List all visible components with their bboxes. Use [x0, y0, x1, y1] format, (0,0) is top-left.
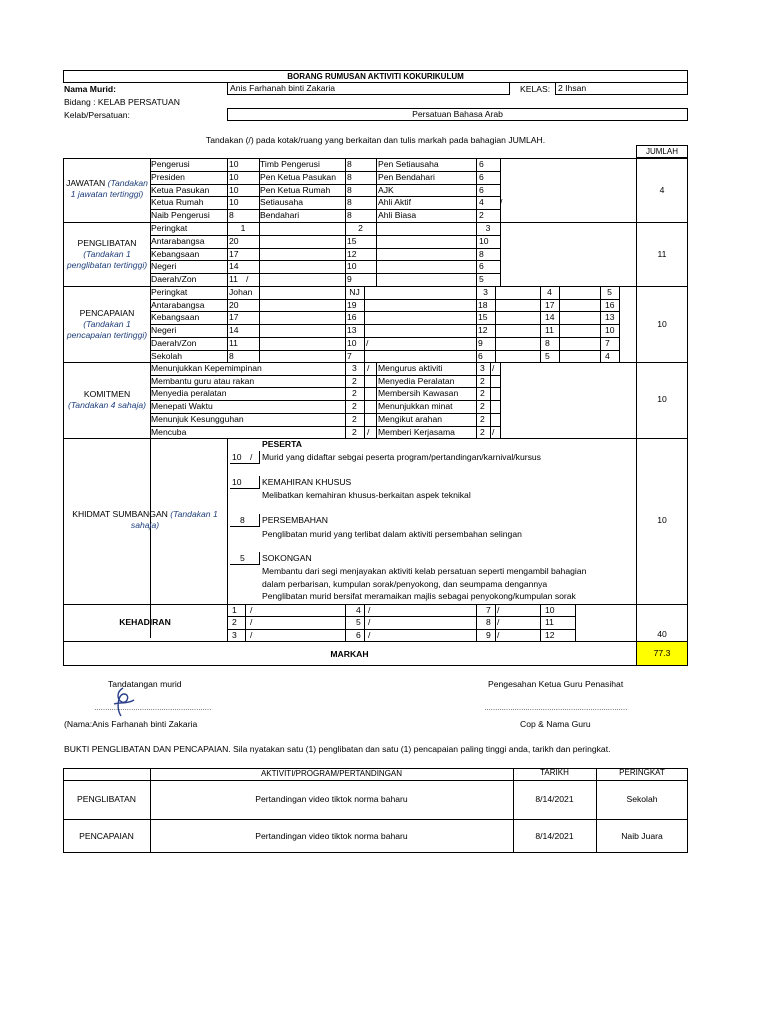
peringkat-header: 3: [483, 287, 488, 297]
kehadiran-jumlah[interactable]: 40: [657, 629, 667, 639]
jawatan-option-label: Timb Pengerusi: [260, 159, 320, 169]
komitmen-item-score[interactable]: 2: [352, 375, 357, 386]
markah-value: 77.3: [653, 648, 671, 658]
komitmen-item-score[interactable]: 2: [480, 401, 485, 412]
pencapaian-score[interactable]: 8: [229, 350, 234, 361]
guru-signature-line[interactable]: …………………………………………………………: [484, 705, 627, 712]
jumlah-header: JUMLAH: [636, 145, 688, 158]
bukti-header-aktiviti: AKTIVITI/PROGRAM/PERTANDINGAN: [260, 769, 403, 778]
persembahan-score-box[interactable]: 8: [230, 514, 260, 527]
jawatan-option-label: Ahli Biasa: [378, 210, 417, 221]
peringkat-label: Peringkat: [151, 287, 188, 297]
penglibatan-score[interactable]: 20: [229, 235, 239, 246]
murid-signature-label: Tandatangan murid: [108, 679, 182, 689]
penglibatan-level: Kebangsaan: [151, 248, 200, 259]
jawatan-option-score[interactable]: 8: [347, 197, 352, 208]
kehadiran-session: 9: [486, 629, 491, 640]
peringkat-header: Johan: [229, 287, 253, 297]
pencapaian-level: Negeri: [151, 325, 177, 336]
kehadiran-check[interactable]: /: [368, 617, 371, 628]
jawatan-option-score[interactable]: 10: [229, 197, 239, 208]
kehadiran-session: 7: [486, 605, 491, 615]
jawatan-option-label: Pen Ketua Rumah: [260, 184, 331, 195]
peserta-title: PESERTA: [262, 439, 302, 449]
penglibatan-score[interactable]: 9: [347, 274, 352, 285]
peringkat-header: 3: [485, 223, 491, 233]
bukti-row-type: PENCAPAIAN: [79, 831, 134, 841]
jawatan-option-score[interactable]: 6: [479, 171, 484, 182]
peringkat-header: 5: [607, 287, 612, 297]
jawatan-option-score[interactable]: 8: [347, 210, 352, 221]
instruction-text: Tandakan (/) pada kotak/ruang yang berkaitan dan tulis markah pada bahagian JUMLAH.: [205, 135, 546, 145]
jawatan-option-label: Ahli Aktif: [378, 197, 411, 208]
komitmen-item-score[interactable]: 2: [352, 413, 357, 424]
pencapaian-score[interactable]: 6: [478, 350, 483, 361]
kehadiran-check[interactable]: /: [250, 605, 253, 615]
peringkat-header: 4: [547, 287, 552, 297]
komitmen-item-score[interactable]: 3: [352, 363, 357, 373]
komitmen-item-label: Membantu guru atau rakan: [151, 375, 255, 386]
peringkat-header: NJ: [349, 287, 360, 297]
jawatan-option-label: Setiausaha: [260, 197, 304, 208]
check-mark[interactable]: /: [492, 363, 495, 373]
form-title: BORANG RUMUSAN AKTIVITI KOKURIKULUM: [287, 72, 464, 81]
sokongan-score-box[interactable]: 5: [230, 552, 260, 565]
komitmen-jumlah[interactable]: 10: [657, 394, 667, 404]
check-mark[interactable]: /: [367, 426, 370, 437]
kehadiran-session: 8: [486, 617, 491, 628]
komitmen-item-label: Menepati Waktu: [151, 401, 213, 412]
pencapaian-jumlah[interactable]: 10: [657, 319, 667, 329]
pencapaian-score[interactable]: 11: [229, 337, 238, 348]
nama-label: Nama Murid:: [64, 84, 117, 94]
bukti-row-peringkat[interactable]: Sekolah: [626, 794, 658, 804]
form-title-box: [63, 70, 688, 83]
kehadiran-check[interactable]: /: [497, 605, 500, 615]
bukti-row-peringkat[interactable]: Naib Juara: [621, 831, 663, 841]
komitmen-item-label: Menyedia Peralatan: [378, 375, 455, 386]
check-mark[interactable]: /: [246, 274, 249, 285]
pencapaian-score[interactable]: 10: [605, 325, 615, 336]
pencapaian-level: Kebangsaan: [151, 312, 200, 323]
kemahiran-desc: Melibatkan kemahiran khusus-berkaitan aspek teknikal: [262, 490, 471, 500]
kemahiran-title: KEMAHIRAN KHUSUS: [262, 477, 352, 487]
komitmen-item-score[interactable]: 2: [480, 413, 485, 424]
komitmen-item-label: Menunjukkan minat: [378, 401, 453, 412]
pencapaian-score[interactable]: 12: [478, 325, 488, 336]
jawatan-option-score[interactable]: 6: [479, 184, 484, 195]
peringkat-label: Peringkat: [151, 223, 188, 233]
pencapaian-level: Sekolah: [151, 350, 183, 361]
peringkat-header: 2: [358, 223, 363, 233]
pencapaian-score[interactable]: 13: [605, 312, 615, 323]
pencapaian-score[interactable]: 10: [347, 337, 357, 348]
jawatan-option-label: Pen Setiausaha: [378, 159, 439, 169]
check-mark[interactable]: /: [366, 337, 369, 348]
khidmat-title: KHIDMAT SUMBANGAN (Tandakan 1 sahaja): [72, 509, 218, 530]
bukti-row-aktiviti[interactable]: Pertandingan video tiktok norma baharu: [255, 831, 408, 841]
jawatan-option-score[interactable]: 8: [229, 210, 234, 221]
jawatan-option-score[interactable]: 8: [347, 171, 352, 182]
jawatan-option-label: Presiden: [151, 171, 185, 182]
jawatan-option-label: Pen Bendahari: [378, 171, 435, 182]
komitmen-item-label: Mengurus aktiviti: [378, 363, 443, 373]
pencapaian-score[interactable]: 16: [347, 312, 357, 323]
pencapaian-score[interactable]: 17: [545, 299, 555, 310]
bukti-row-tarikh[interactable]: 8/14/2021: [535, 831, 574, 841]
jawatan-option-label: Ketua Pasukan: [151, 184, 210, 195]
pencapaian-score[interactable]: 14: [545, 312, 555, 323]
pencapaian-score[interactable]: 5: [545, 350, 550, 361]
kehadiran-check[interactable]: /: [250, 617, 253, 628]
komitmen-item-label: Mengikut arahan: [378, 413, 443, 424]
kehadiran-session: 10: [545, 605, 555, 615]
kehadiran-session: 2: [232, 617, 237, 628]
komitmen-item-label: Menyedia peralatan: [151, 388, 227, 399]
pencapaian-score[interactable]: 11: [545, 325, 554, 336]
jawatan-jumlah[interactable]: 4: [659, 185, 665, 195]
komitmen-item-label: Mencuba: [151, 426, 187, 437]
jawatan-option-score[interactable]: 6: [479, 159, 484, 169]
komitmen-item-score[interactable]: 2: [480, 388, 485, 399]
murid-name: (Nama:Anis Farhanah binti Zakaria: [64, 719, 198, 729]
bukti-header-tarikh: TARIKH: [540, 768, 569, 777]
kelas-value: 2 Ihsan: [558, 83, 587, 93]
persembahan-title: PERSEMBAHAN: [262, 515, 328, 525]
pencapaian-score[interactable]: 13: [347, 325, 357, 336]
jawatan-option-score[interactable]: 2: [479, 210, 484, 221]
penglibatan-jumlah[interactable]: 11: [657, 249, 667, 259]
bukti-row-type: PENGLIBATAN: [77, 794, 136, 804]
check-mark[interactable]: /: [367, 363, 370, 373]
pencapaian-score[interactable]: 9: [478, 337, 483, 348]
kehadiran-session: 3: [232, 629, 237, 640]
cop-label: Cop & Nama Guru: [520, 719, 591, 729]
pencapaian-level: Antarabangsa: [151, 299, 205, 310]
markah-value-box[interactable]: [637, 642, 687, 665]
kehadiran-check[interactable]: /: [497, 617, 500, 628]
kehadiran-session: 12: [545, 629, 555, 640]
pencapaian-score[interactable]: 15: [478, 312, 488, 323]
jawatan-option-score[interactable]: 10: [229, 171, 239, 182]
penglibatan-level: Negeri: [151, 261, 177, 272]
penglibatan-level: Daerah/Zon: [151, 274, 197, 285]
komitmen-item-label: Menunjukkan Kepemimpinan: [151, 363, 262, 373]
sokongan-desc-2: dalam perbarisan, kumpulan sorak/penyokong, dan seumpama dengannya: [262, 579, 548, 589]
pencapaian-score[interactable]: 4: [605, 350, 610, 361]
penglibatan-score[interactable]: 5: [479, 274, 484, 285]
penglibatan-score[interactable]: 12: [347, 248, 357, 259]
kehadiran-check[interactable]: /: [497, 629, 500, 640]
penglibatan-score[interactable]: 10: [479, 235, 489, 246]
jawatan-option-label: Pengerusi: [151, 159, 190, 169]
bukti-row-aktiviti[interactable]: Pertandingan video tiktok norma baharu: [255, 794, 408, 804]
pencapaian-level: Daerah/Zon: [151, 337, 197, 348]
pencapaian-score[interactable]: 14: [229, 325, 239, 336]
kehadiran-session: 4: [356, 605, 361, 615]
jawatan-option-score[interactable]: 8: [347, 159, 352, 169]
bukti-row-tarikh[interactable]: 8/14/2021: [535, 794, 574, 804]
kehadiran-session: 6: [356, 629, 361, 640]
peserta-score-box[interactable]: 10 /: [230, 451, 260, 464]
bukti-header-peringkat: PERINGKAT: [619, 768, 665, 777]
komitmen-item-score[interactable]: 2: [480, 426, 485, 437]
check-mark[interactable]: /: [500, 197, 503, 208]
pencapaian-score[interactable]: 16: [605, 299, 615, 310]
nama-field[interactable]: [227, 83, 510, 95]
penglibatan-score[interactable]: 6: [479, 261, 484, 272]
murid-signature-line[interactable]: ………………………………………………: [94, 705, 211, 712]
pencapaian-score[interactable]: 7: [347, 350, 352, 361]
sokongan-desc-3: Penglibatan murid bersifat meramaikan majlis sebagai penyokong/kumpulan sorak: [262, 591, 576, 601]
komitmen-item-score[interactable]: 2: [352, 426, 357, 437]
nama-value: Anis Farhanah binti Zakaria: [230, 83, 336, 93]
jawatan-option-score[interactable]: 8: [347, 184, 352, 195]
peringkat-header: 1: [240, 223, 246, 233]
kehadiran-check[interactable]: /: [368, 629, 371, 640]
sokongan-title: SOKONGAN: [262, 553, 312, 563]
kehadiran-session: 1: [232, 605, 237, 615]
penglibatan-score[interactable]: 14: [229, 261, 239, 272]
kelas-field[interactable]: [555, 83, 688, 95]
jawatan-option-label: AJK: [378, 184, 394, 195]
kehadiran-session: 11: [545, 617, 554, 628]
kelab-value: Persatuan Bahasa Arab: [412, 109, 503, 119]
pencapaian-score[interactable]: 8: [545, 337, 550, 348]
jawatan-option-score[interactable]: 10: [229, 184, 239, 195]
kemahiran-score-box[interactable]: 10: [230, 476, 260, 489]
pencapaian-score[interactable]: 18: [478, 299, 488, 310]
penglibatan-score[interactable]: 8: [479, 248, 484, 259]
kelab-label: Kelab/Persatuan:: [64, 110, 130, 120]
kelab-field[interactable]: [227, 108, 688, 121]
komitmen-title: KOMITMEN (Tandakan 4 sahaja): [67, 389, 147, 410]
kehadiran-session: 5: [356, 617, 361, 628]
penglibatan-score[interactable]: 15: [347, 235, 357, 246]
penglibatan-title: PENGLIBATAN (Tandakan 1 penglibatan tertinggi): [66, 238, 148, 270]
persembahan-desc: Penglibatan murid yang terlibat dalam aktiviti persembahan selingan: [262, 529, 522, 539]
jawatan-option-score[interactable]: 10: [229, 159, 239, 169]
pencapaian-score[interactable]: 17: [229, 312, 239, 323]
pencapaian-score[interactable]: 20: [229, 299, 239, 310]
kehadiran-title: KEHADIRAN: [119, 617, 171, 627]
kehadiran-check[interactable]: /: [250, 629, 253, 640]
jawatan-option-label: Pen Ketua Pasukan: [260, 171, 336, 182]
peserta-desc: Murid yang didaftar sebgai peserta program/pertandingan/karnival/kursus: [262, 452, 541, 462]
komitmen-item-score[interactable]: 2: [480, 375, 485, 386]
pencapaian-title: PENCAPAIAN (Tandakan 1 pencapaian tertinggi): [66, 308, 148, 340]
penglibatan-score[interactable]: 11: [229, 274, 238, 285]
komitmen-item-label: Membersih Kawasan: [378, 388, 459, 399]
jawatan-option-label: Ketua Rumah: [151, 197, 204, 208]
penglibatan-score[interactable]: 17: [229, 248, 239, 259]
guru-signature-label: Pengesahan Ketua Guru Penasihat: [488, 679, 624, 689]
pencapaian-score[interactable]: 19: [347, 299, 357, 310]
check-mark[interactable]: /: [492, 426, 495, 437]
komitmen-item-label: Menunjuk Kesungguhan: [151, 413, 244, 424]
bidang-label: Bidang : KELAB PERSATUAN: [64, 97, 180, 107]
kehadiran-check[interactable]: /: [368, 605, 371, 615]
sokongan-desc-1: Membantu dari segi menjayakan aktiviti kelab persatuan seperti mengambil bahagian: [262, 566, 587, 576]
jawatan-option-label: Naib Pengerusi: [151, 210, 210, 221]
penglibatan-score[interactable]: 10: [347, 261, 357, 272]
kelas-label: KELAS:: [520, 84, 551, 94]
penglibatan-level: Antarabangsa: [151, 235, 205, 246]
komitmen-item-score[interactable]: 2: [352, 401, 357, 412]
khidmat-jumlah[interactable]: 10: [657, 515, 667, 525]
komitmen-item-score[interactable]: 2: [352, 388, 357, 399]
jawatan-option-label: Bendahari: [260, 210, 300, 221]
jawatan-title: JAWATAN (Tandakan 1 jawatan tertinggi): [66, 178, 148, 199]
komitmen-item-label: Memberi Kerjasama: [378, 426, 455, 437]
bukti-instruction: BUKTI PENGLIBATAN DAN PENCAPAIAN. Sila nyatakan satu (1) penglibatan dan satu (1) pencapaian paling tinggi anda, tarikh dan peringkat.: [64, 744, 611, 754]
pencapaian-score[interactable]: 7: [605, 337, 610, 348]
markah-label: MARKAH: [330, 649, 369, 659]
komitmen-item-score[interactable]: 3: [480, 363, 485, 373]
jawatan-option-score[interactable]: 4: [479, 197, 484, 208]
